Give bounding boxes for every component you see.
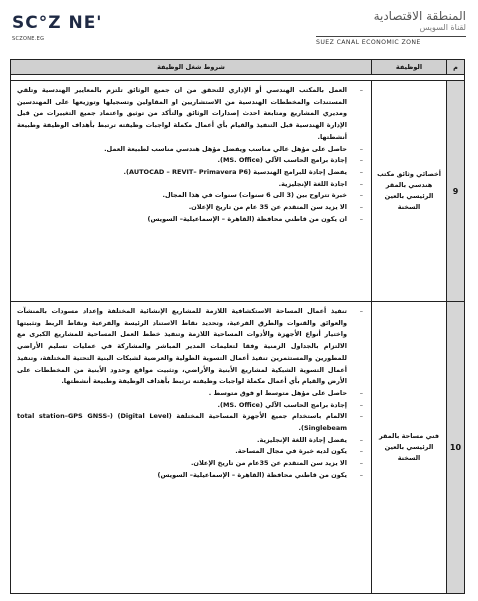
document-header (0, 0, 478, 58)
condition-item: – ان يكون من قاطني محافظة (القاهرة – الإسماعيلية– السويس) (17, 214, 363, 226)
sczone-logo-subtext: SCZONE.EG (12, 36, 45, 42)
table-body (11, 81, 464, 593)
row-number: 9 (446, 81, 464, 301)
condition-item: – يفضل إجادة للبرامج الهندسية (AUTOCAD – REVIT– Primavera P6). (17, 167, 363, 179)
jobs-table (10, 59, 465, 594)
header-number: م (446, 60, 464, 74)
condition-item: – العمل بالمكتب الهندسي أو الإداري للتحقق من ان جميع الوثائق تلتزم بالمعايير الهندسية وتلقي المستندات والمخططات الهندسية من الاستشاريين او المقاولين وتسجيلها وتوزيعها على المهندسين ومديري المشاريع ومتابعة احدث إصدارات الوثائق والتأكد من توثيق واعتماد جميع التغييرات من قبل الإدارة الهندسية قبل التنفيذ والقيام بأي أعمال مكملة لواجبات وظيفته ترتبط بأهداف الوظيفة وطبيعة أنشطتها. (17, 85, 363, 144)
logo-divider (316, 36, 466, 37)
job-title: فني مساحة بالمقر الرئيسي بالعين السخنة (371, 302, 446, 593)
sczone-logo-left (12, 14, 103, 42)
condition-item: – حاصل على مؤهل متوسط او فوق متوسط . (17, 388, 363, 400)
job-conditions (11, 81, 371, 301)
conditions-list (17, 85, 363, 225)
condition-item: – اجادة اللغة الإنجليزية. (17, 179, 363, 191)
sczone-logo-text: SC°Z NE' (12, 13, 103, 33)
condition-item: – حاصل على مؤهل عالي مناسب ويفضل مؤهل هندسي مناسب لطبيعة العمل. (17, 144, 363, 156)
suez-canal-economic-zone-logo (316, 9, 466, 46)
conditions-list (17, 306, 363, 482)
condition-item: – الا يزيد سن المتقدم عن 35عام من تاريخ الإعلان. (17, 458, 363, 470)
condition-item: – تنفيذ أعمال المساحة الاستكشافية اللازمة للمشاريع الإنشائية المختلفة وإعداد مسودات بالمنشآت والعوائق والقنوات والطرق الفرعية، وتحديد نقاط الاستناد الرئيسة والفرعية ونقاط الربط وتثبيتها واختيار أنواع الأجهزة والأدوات المساحية اللازمة وتنفيذ خطط العمل المساحية للمشاريع الكبرى مع الالتزام بالجداول الزمنية وفقا لتعليمات المدير المباشر والمشاركة في عمليات تسليم الأراضي للمطورين والمستثمرين تنفيذ أعمال التسوية الطولية والعرضية لشبكات البنية التحتية المختلفة، وتنفيذ أعمال التسوية الشبكية لمشاريع الأبنية والأراضي، وتثبيت مواقع وحدود الأبنية من المخططات على الأرض والقيام بأي أعمال مكملة لواجبات وظيفته ترتبط بأهداف الوظيفة وطبيعة أنشطتها. (17, 306, 363, 388)
table-row (11, 81, 464, 302)
condition-item: – خبرة تتراوح بين (3 الى 6 سنوات) سنوات في هذا المجال. (17, 190, 363, 202)
row-number: 10 (446, 302, 464, 593)
condition-item: – يفضل إجادة اللغة الإنجليزية. (17, 435, 363, 447)
condition-item: – إجادة برامج الحاسب الآلي (MS. Office). (17, 155, 363, 167)
table-header-row (11, 60, 464, 75)
logo-arabic-line2: لقناة السويس (419, 23, 466, 32)
job-conditions (11, 302, 371, 593)
table-row (11, 302, 464, 593)
condition-item: – إجادة برامج الحاسب الآلي (MS. Office). (17, 400, 363, 412)
header-job: الوظيفة (371, 60, 446, 74)
condition-item: – يكون لديه خبرة في مجال المساحة. (17, 446, 363, 458)
condition-item: – يكون من قاطني محافظة (القاهرة – الإسماعيلية– السويس) (17, 470, 363, 482)
condition-item: – الالمام باستخدام جميع الأجهزة المساحية المختلفة (Digital Level) (total station–GPS GNSS-Singlebeam). (17, 411, 363, 434)
logo-arabic-line1: المنطقة الاقتصادية (373, 9, 466, 23)
logo-english-name: SUEZ CANAL ECONOMIC ZONE (316, 39, 421, 46)
job-title: أخصائي وثائق مكتب هندسي بالمقر الرئيسي بالعين السخنة (371, 81, 446, 301)
condition-item: – الا يزيد سن المتقدم عن 35 عام من تاريخ الإعلان. (17, 202, 363, 214)
header-conditions: شروط شغل الوظيفة (157, 63, 225, 71)
